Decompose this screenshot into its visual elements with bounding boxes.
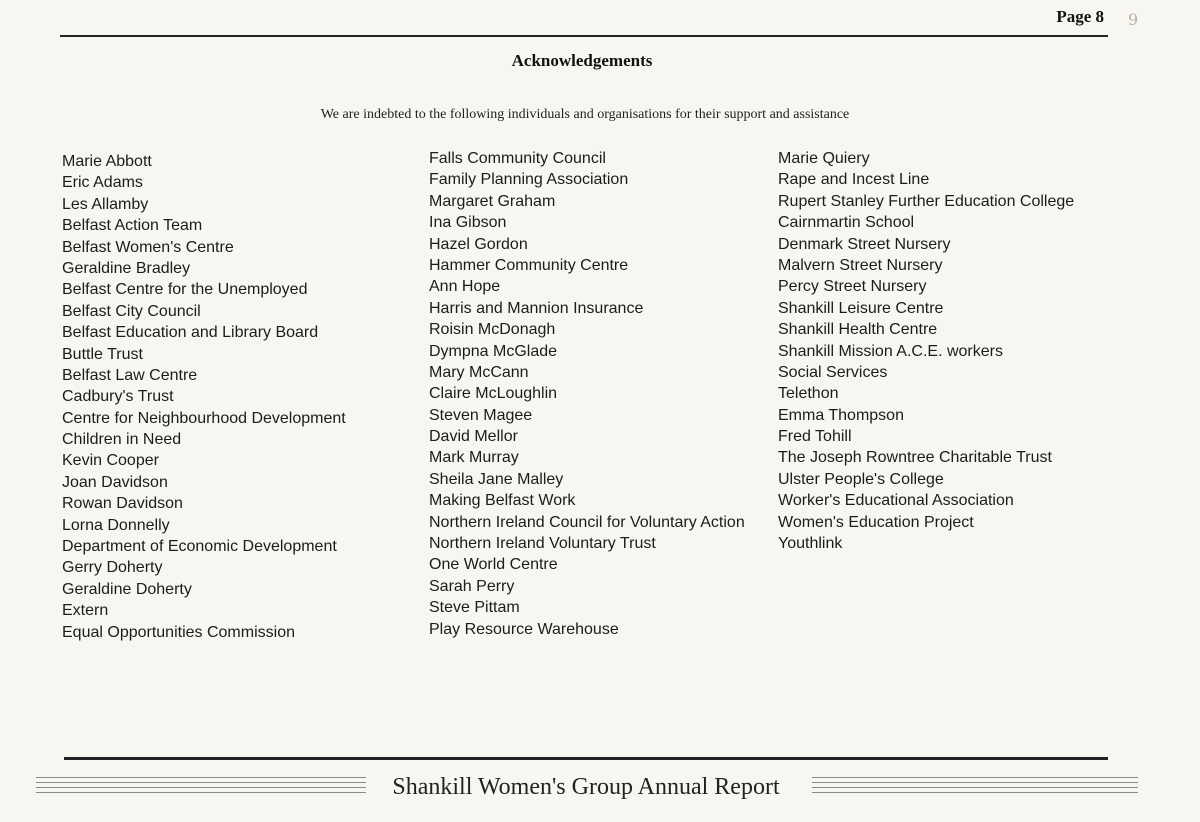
list-item: Centre for Neighbourhood Development xyxy=(62,409,346,427)
list-item: Rupert Stanley Further Education College xyxy=(778,192,1075,210)
list-item: Dympna McGlade xyxy=(429,342,558,360)
page-title: Acknowledgements xyxy=(511,51,653,70)
list-item: The Joseph Rowntree Charitable Trust xyxy=(778,449,1052,467)
list-item: David Mellor xyxy=(429,428,518,446)
list-item: Hazel Gordon xyxy=(429,235,528,253)
list-item: Sarah Perry xyxy=(429,577,515,595)
list-item: Rowan Davidson xyxy=(62,495,183,513)
list-item: Percy Street Nursery xyxy=(778,278,927,296)
list-item: Steven Magee xyxy=(429,406,533,424)
list-item: Mark Murray xyxy=(429,449,519,467)
list-item: Department of Economic Development xyxy=(62,538,337,556)
list-item: Sheila Jane Malley xyxy=(429,470,564,488)
list-item: Marie Quiery xyxy=(778,150,870,167)
list-item: Belfast Education and Library Board xyxy=(62,324,319,342)
list-item: Buttle Trust xyxy=(62,345,143,363)
list-item: Marie Abbott xyxy=(62,153,152,170)
list-item: Cadbury's Trust xyxy=(62,388,174,406)
list-item: Women's Education Project xyxy=(778,513,974,531)
list-item: Social Services xyxy=(778,363,888,381)
list-item: Lorna Donnelly xyxy=(62,516,170,534)
list-item: Ulster People's College xyxy=(778,470,944,488)
list-item: Claire McLoughlin xyxy=(429,385,558,403)
list-item: Shankill Mission A.C.E. workers xyxy=(778,342,1003,360)
list-item: Geraldine Bradley xyxy=(62,259,191,277)
list-item: Les Allamby xyxy=(62,195,149,213)
list-item: Belfast Centre for the Unemployed xyxy=(62,281,308,299)
list-item: Shankill Health Centre xyxy=(778,321,938,339)
list-item: Cairnmartin School xyxy=(778,214,915,232)
list-item: Joan Davidson xyxy=(62,473,168,491)
acknowledgement-column-1 xyxy=(62,151,346,643)
list-item: Play Resource Warehouse xyxy=(429,620,619,638)
page-number: Page 8 xyxy=(1056,7,1104,26)
intro-text: We are indebted to the following individuals and organisations for their support and assistance xyxy=(320,107,850,122)
footer-decorative-lines-right xyxy=(812,777,1138,799)
list-item: Belfast Action Team xyxy=(62,217,203,235)
list-item: Denmark Street Nursery xyxy=(778,235,951,253)
footer-title: Shankill Women's Group Annual Report xyxy=(392,774,780,800)
list-item: Children in Need xyxy=(62,431,182,449)
list-item: Belfast Women's Centre xyxy=(62,238,234,256)
list-item: Ina Gibson xyxy=(429,214,507,232)
list-item: Rape and Incest Line xyxy=(778,171,930,189)
list-item: One World Centre xyxy=(429,556,558,574)
acknowledgement-column-3 xyxy=(778,148,1074,554)
list-item: Youthlink xyxy=(778,535,843,553)
list-item: Steve Pittam xyxy=(429,599,520,617)
page-header xyxy=(0,0,1200,40)
list-item: Gerry Doherty xyxy=(62,559,163,577)
list-item: Malvern Street Nursery xyxy=(778,256,943,274)
list-item: Extern xyxy=(62,602,109,620)
list-item: Equal Opportunities Commission xyxy=(62,623,295,641)
list-item: Eric Adams xyxy=(62,174,143,192)
footer-decorative-lines-left xyxy=(36,777,366,799)
list-item: Family Planning Association xyxy=(429,171,629,189)
list-item: Telethon xyxy=(778,385,839,403)
list-item: Northern Ireland Voluntary Trust xyxy=(429,535,656,553)
list-item: Northern Ireland Council for Voluntary Action xyxy=(429,513,745,531)
list-item: Harris and Mannion Insurance xyxy=(429,299,644,317)
list-item: Kevin Cooper xyxy=(62,452,159,470)
list-item: Belfast Law Centre xyxy=(62,366,198,384)
list-item: Emma Thompson xyxy=(778,406,904,424)
list-item: Belfast City Council xyxy=(62,302,201,320)
list-item: Falls Community Council xyxy=(429,150,606,167)
list-item: Margaret Graham xyxy=(429,192,556,210)
list-item: Mary McCann xyxy=(429,363,529,381)
footer-rule xyxy=(64,757,1108,760)
list-item: Making Belfast Work xyxy=(429,492,576,510)
list-item: Worker's Educational Association xyxy=(778,492,1014,510)
list-item: Shankill Leisure Centre xyxy=(778,299,944,317)
list-item: Ann Hope xyxy=(429,278,501,296)
list-item: Fred Tohill xyxy=(778,428,852,446)
list-item: Roisin McDonagh xyxy=(429,321,556,339)
list-item: Geraldine Doherty xyxy=(62,580,192,598)
handwritten-page-number: 9 xyxy=(1128,10,1139,29)
header-rule xyxy=(60,35,1108,37)
acknowledgement-column-2 xyxy=(429,148,745,640)
list-item: Hammer Community Centre xyxy=(429,256,629,274)
